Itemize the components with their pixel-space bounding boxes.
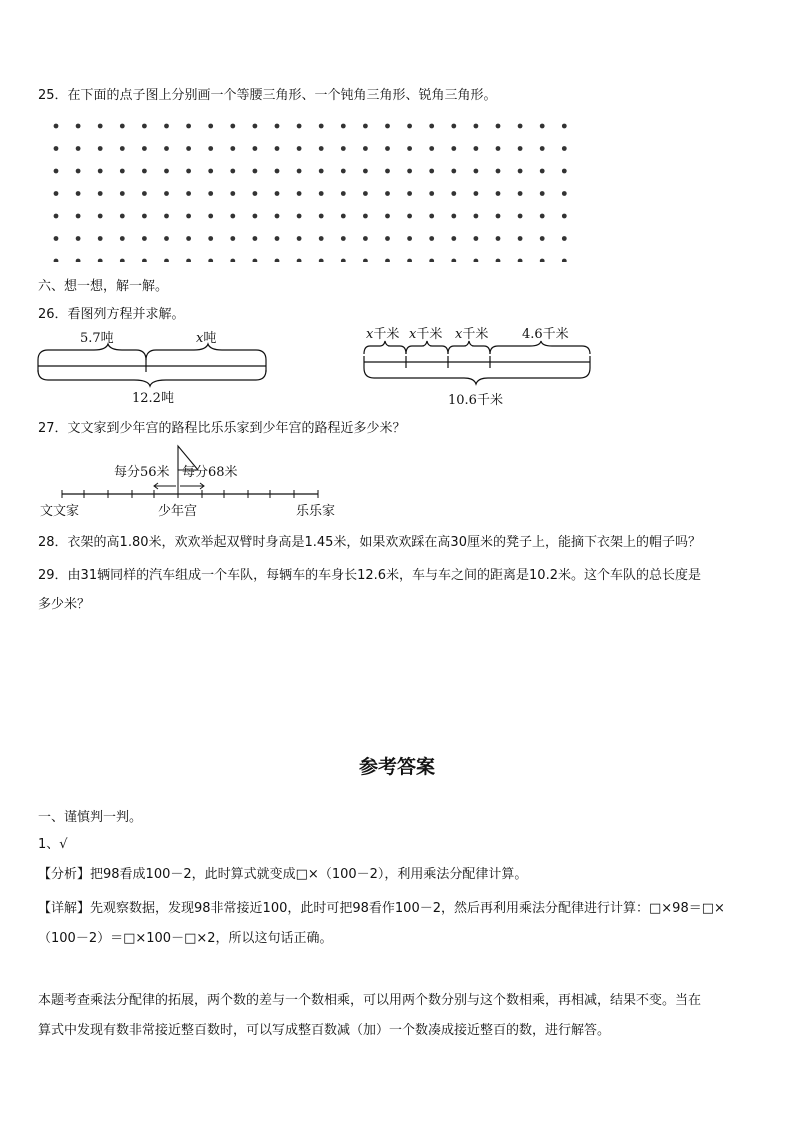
grid-dot[interactable] bbox=[164, 191, 169, 196]
grid-dot[interactable] bbox=[407, 124, 412, 129]
grid-dot[interactable] bbox=[76, 124, 81, 129]
grid-dot[interactable] bbox=[120, 236, 125, 241]
grid-dot[interactable] bbox=[540, 191, 545, 196]
grid-dot[interactable] bbox=[98, 146, 103, 151]
grid-dot[interactable] bbox=[76, 191, 81, 196]
grid-dot[interactable] bbox=[253, 214, 258, 219]
grid-dot[interactable] bbox=[98, 169, 103, 174]
q26-left-brace-a bbox=[38, 344, 146, 360]
grid-dot[interactable] bbox=[341, 191, 346, 196]
grid-dot[interactable] bbox=[230, 236, 235, 241]
grid-dot[interactable] bbox=[341, 169, 346, 174]
grid-dot[interactable] bbox=[319, 146, 324, 151]
detail-tag: 【详解】 bbox=[38, 901, 91, 916]
grid-dot[interactable] bbox=[98, 214, 103, 219]
grid-dot[interactable] bbox=[429, 191, 434, 196]
q29-line2: 多少米？ bbox=[38, 597, 91, 612]
analysis-line bbox=[38, 863, 527, 882]
grid-dot[interactable] bbox=[429, 169, 434, 174]
grid-dot[interactable] bbox=[319, 236, 324, 241]
grid-dot[interactable] bbox=[496, 259, 501, 262]
q26-right-brace bbox=[448, 341, 490, 354]
grid-dot[interactable] bbox=[451, 124, 456, 129]
q26-right-brace bbox=[406, 341, 448, 354]
q26-left-label-b bbox=[196, 331, 216, 346]
grid-dot[interactable] bbox=[319, 191, 324, 196]
grid-dot[interactable] bbox=[451, 191, 456, 196]
grid-dot[interactable] bbox=[275, 191, 280, 196]
grid-dot[interactable] bbox=[208, 259, 213, 262]
grid-dot[interactable] bbox=[518, 191, 523, 196]
grid-dot[interactable] bbox=[407, 236, 412, 241]
answer-item1: 1、√ bbox=[38, 837, 68, 852]
grid-dot[interactable] bbox=[54, 191, 59, 196]
grid-dot[interactable] bbox=[120, 169, 125, 174]
grid-dot[interactable] bbox=[518, 146, 523, 151]
grid-dot[interactable] bbox=[297, 259, 302, 262]
grid-dot[interactable] bbox=[385, 146, 390, 151]
grid-dot[interactable] bbox=[407, 169, 412, 174]
grid-dot[interactable] bbox=[496, 191, 501, 196]
grid-dot[interactable] bbox=[76, 214, 81, 219]
grid-dot[interactable] bbox=[208, 124, 213, 129]
grid-dot[interactable] bbox=[341, 124, 346, 129]
grid-dot[interactable] bbox=[474, 124, 479, 129]
grid-dot[interactable] bbox=[562, 124, 567, 129]
grid-dot[interactable] bbox=[319, 214, 324, 219]
grid-dot[interactable] bbox=[230, 191, 235, 196]
q29-line1: 29．由31辆同样的汽车组成一个车队，每辆车的车身长12.6米，车与车之间的距离是10.2米。这个车队的总长度是 bbox=[38, 568, 701, 583]
q27-right-speed: 每分68米 bbox=[182, 465, 238, 480]
q25-text: 25．在下面的点子图上分别画一个等腰三角形、一个钝角三角形、锐角三角形。 bbox=[38, 88, 497, 103]
grid-dot[interactable] bbox=[540, 259, 545, 262]
q27-text: 27．文文家到少年宫的路程比乐乐家到少年宫的路程近多少米？ bbox=[38, 421, 406, 436]
grid-dot[interactable] bbox=[319, 259, 324, 262]
grid-dot[interactable] bbox=[54, 146, 59, 151]
grid-dot[interactable] bbox=[54, 169, 59, 174]
grid-dot[interactable] bbox=[297, 146, 302, 151]
grid-dot[interactable] bbox=[451, 236, 456, 241]
grid-dot[interactable] bbox=[54, 236, 59, 241]
grid-dot[interactable] bbox=[230, 124, 235, 129]
detail-text-1: 先观察数据，发现98非常接近100，此时可把98看作100－2，然后再利用乘法分配律进行计算：□×98＝□× bbox=[90, 901, 725, 916]
grid-dot[interactable] bbox=[208, 169, 213, 174]
grid-dot[interactable] bbox=[142, 124, 147, 129]
answers-section1: 一、谨慎判一判。 bbox=[38, 810, 143, 825]
grid-dot[interactable] bbox=[297, 169, 302, 174]
detail-line2: （100－2）＝□×100－□×2，所以这句话正确。 bbox=[38, 931, 333, 946]
grid-dot[interactable] bbox=[120, 191, 125, 196]
grid-dot[interactable] bbox=[363, 214, 368, 219]
grid-dot[interactable] bbox=[385, 191, 390, 196]
grid-dot[interactable] bbox=[496, 214, 501, 219]
grid-dot[interactable] bbox=[518, 124, 523, 129]
grid-dot[interactable] bbox=[540, 146, 545, 151]
grid-dot[interactable] bbox=[474, 214, 479, 219]
grid-dot[interactable] bbox=[186, 259, 191, 262]
grid-dot[interactable] bbox=[385, 214, 390, 219]
grid-dot[interactable] bbox=[429, 214, 434, 219]
grid-dot[interactable] bbox=[474, 236, 479, 241]
grid-dot[interactable] bbox=[297, 214, 302, 219]
grid-dot[interactable] bbox=[164, 146, 169, 151]
grid-dot[interactable] bbox=[208, 214, 213, 219]
grid-dot[interactable] bbox=[385, 169, 390, 174]
grid-dot[interactable] bbox=[230, 214, 235, 219]
grid-dot[interactable] bbox=[98, 236, 103, 241]
grid-dot[interactable] bbox=[208, 236, 213, 241]
grid-dot[interactable] bbox=[120, 124, 125, 129]
grid-dot[interactable] bbox=[363, 259, 368, 262]
q26-text: 26．看图列方程并求解。 bbox=[38, 307, 185, 322]
grid-dot[interactable] bbox=[540, 236, 545, 241]
grid-dot[interactable] bbox=[208, 191, 213, 196]
grid-dot[interactable] bbox=[341, 236, 346, 241]
grid-dot[interactable] bbox=[275, 124, 280, 129]
grid-dot[interactable] bbox=[142, 191, 147, 196]
grid-dot[interactable] bbox=[363, 146, 368, 151]
q26-right-brace bbox=[490, 341, 590, 354]
grid-dot[interactable] bbox=[496, 146, 501, 151]
grid-dot[interactable] bbox=[429, 124, 434, 129]
grid-dot[interactable] bbox=[562, 191, 567, 196]
answers-title: 参考答案 bbox=[358, 756, 435, 778]
grid-dot[interactable] bbox=[76, 146, 81, 151]
grid-dot[interactable] bbox=[54, 259, 59, 262]
grid-dot[interactable] bbox=[518, 169, 523, 174]
grid-dot[interactable] bbox=[142, 236, 147, 241]
q27-left-speed: 每分56米 bbox=[114, 465, 170, 480]
grid-dot[interactable] bbox=[142, 146, 147, 151]
grid-dot[interactable] bbox=[76, 259, 81, 262]
grid-dot[interactable] bbox=[208, 146, 213, 151]
grid-dot[interactable] bbox=[319, 124, 324, 129]
grid-dot[interactable] bbox=[407, 214, 412, 219]
grid-dot[interactable] bbox=[142, 214, 147, 219]
grid-dot[interactable] bbox=[230, 169, 235, 174]
analysis-tag: 【分析】 bbox=[38, 867, 91, 882]
grid-dot[interactable] bbox=[164, 169, 169, 174]
q26-left-brace-b bbox=[146, 344, 266, 360]
grid-dot[interactable] bbox=[562, 169, 567, 174]
grid-dot[interactable] bbox=[451, 214, 456, 219]
q26-left-brace-total bbox=[38, 370, 266, 386]
section6-heading: 六、想一想，解一解。 bbox=[38, 279, 169, 294]
q26-right-seg-label: x千米 bbox=[366, 327, 400, 342]
grid-dot[interactable] bbox=[341, 259, 346, 262]
grid-dot[interactable] bbox=[385, 259, 390, 262]
q26-right-brace-total bbox=[364, 368, 590, 384]
grid-dot[interactable] bbox=[164, 124, 169, 129]
q27-label-mid: 少年宫 bbox=[158, 504, 198, 519]
grid-dot[interactable] bbox=[474, 169, 479, 174]
analysis-text: 把98看成100－2，此时算式就变成□×（100－2），利用乘法分配律计算。 bbox=[90, 867, 528, 882]
q27-diagram bbox=[38, 440, 358, 522]
grid-dot[interactable] bbox=[142, 169, 147, 174]
grid-dot[interactable] bbox=[253, 169, 258, 174]
q28-text: 28．衣架的高1.80米，欢欢举起双臂时身高是1.45米，如果欢欢踩在高30厘米的凳子上，能摘下衣架上的帽子吗？ bbox=[38, 535, 701, 550]
q26-left-bottom: 12.2吨 bbox=[132, 391, 174, 406]
grid-dot[interactable] bbox=[186, 169, 191, 174]
grid-dot[interactable] bbox=[407, 191, 412, 196]
grid-dot[interactable] bbox=[562, 259, 567, 262]
q26-left-label-a: 5.7吨 bbox=[80, 331, 114, 346]
grid-dot[interactable] bbox=[429, 146, 434, 151]
summary-line2: 算式中发现有数非常接近整百数时，可以写成整百数减（加）一个数凑成接近整百的数，进行解答。 bbox=[38, 1023, 611, 1038]
grid-dot[interactable] bbox=[98, 191, 103, 196]
grid-dot[interactable] bbox=[164, 259, 169, 262]
grid-dot[interactable] bbox=[98, 259, 103, 262]
grid-dot[interactable] bbox=[297, 124, 302, 129]
q26-right-seg-label: x千米 bbox=[409, 327, 443, 342]
detail-line1 bbox=[38, 897, 725, 916]
grid-dot[interactable] bbox=[363, 191, 368, 196]
grid-dot[interactable] bbox=[385, 236, 390, 241]
q26-right-brace bbox=[364, 341, 406, 354]
grid-dot[interactable] bbox=[186, 124, 191, 129]
grid-dot[interactable] bbox=[120, 146, 125, 151]
grid-dot[interactable] bbox=[275, 236, 280, 241]
grid-dot[interactable] bbox=[186, 214, 191, 219]
grid-dot[interactable] bbox=[496, 169, 501, 174]
grid-dot[interactable] bbox=[253, 259, 258, 262]
q27-label-right: 乐乐家 bbox=[296, 504, 336, 519]
grid-dot[interactable] bbox=[474, 146, 479, 151]
grid-dot[interactable] bbox=[518, 236, 523, 241]
grid-dot[interactable] bbox=[297, 236, 302, 241]
dot-grid[interactable] bbox=[40, 112, 585, 262]
grid-dot[interactable] bbox=[76, 169, 81, 174]
grid-dot[interactable] bbox=[186, 146, 191, 151]
grid-dot[interactable] bbox=[385, 124, 390, 129]
grid-dot[interactable] bbox=[54, 124, 59, 129]
grid-dot[interactable] bbox=[540, 214, 545, 219]
grid-dot[interactable] bbox=[518, 259, 523, 262]
grid-dot[interactable] bbox=[275, 146, 280, 151]
grid-dot[interactable] bbox=[562, 146, 567, 151]
grid-dot[interactable] bbox=[253, 124, 258, 129]
q26-right-last-label: 4.6千米 bbox=[522, 327, 569, 342]
grid-dot[interactable] bbox=[562, 214, 567, 219]
q27-label-left: 文文家 bbox=[40, 504, 80, 519]
q26-left-var: x bbox=[196, 331, 204, 346]
q26-right-bottom: 10.6千米 bbox=[448, 393, 503, 408]
grid-dot[interactable] bbox=[429, 259, 434, 262]
grid-dot[interactable] bbox=[474, 259, 479, 262]
grid-dot[interactable] bbox=[518, 214, 523, 219]
grid-dot[interactable] bbox=[341, 214, 346, 219]
grid-dot[interactable] bbox=[319, 169, 324, 174]
grid-dot[interactable] bbox=[120, 214, 125, 219]
grid-dot[interactable] bbox=[54, 214, 59, 219]
grid-dot[interactable] bbox=[186, 191, 191, 196]
grid-dot[interactable] bbox=[98, 124, 103, 129]
q26-right-seg-label: x千米 bbox=[455, 327, 489, 342]
grid-dot[interactable] bbox=[164, 214, 169, 219]
grid-dot[interactable] bbox=[407, 146, 412, 151]
q26-left-unit: 吨 bbox=[203, 331, 217, 346]
grid-dot[interactable] bbox=[451, 259, 456, 262]
q26-right-diagram bbox=[360, 324, 600, 410]
grid-dot[interactable] bbox=[275, 169, 280, 174]
grid-dot[interactable] bbox=[496, 124, 501, 129]
grid-dot[interactable] bbox=[120, 259, 125, 262]
grid-dot[interactable] bbox=[275, 214, 280, 219]
grid-dot[interactable] bbox=[496, 236, 501, 241]
grid-dot[interactable] bbox=[230, 259, 235, 262]
grid-dot[interactable] bbox=[363, 124, 368, 129]
grid-dot[interactable] bbox=[230, 146, 235, 151]
grid-dot[interactable] bbox=[142, 259, 147, 262]
grid-dot[interactable] bbox=[429, 236, 434, 241]
grid-dot[interactable] bbox=[186, 236, 191, 241]
grid-dot[interactable] bbox=[451, 146, 456, 151]
grid-dot[interactable] bbox=[253, 236, 258, 241]
grid-dot[interactable] bbox=[562, 236, 567, 241]
grid-dot[interactable] bbox=[253, 191, 258, 196]
summary-line1: 本题考查乘法分配律的拓展，两个数的差与一个数相乘，可以用两个数分别与这个数相乘，再相减，结果不变。当在 bbox=[38, 993, 702, 1008]
grid-dot[interactable] bbox=[474, 191, 479, 196]
grid-dot[interactable] bbox=[540, 124, 545, 129]
grid-dot[interactable] bbox=[164, 236, 169, 241]
grid-dot[interactable] bbox=[451, 169, 456, 174]
grid-dot[interactable] bbox=[540, 169, 545, 174]
grid-dot[interactable] bbox=[76, 236, 81, 241]
grid-dot[interactable] bbox=[297, 191, 302, 196]
q26-left-diagram bbox=[34, 326, 274, 408]
grid-dot[interactable] bbox=[407, 259, 412, 262]
grid-dot[interactable] bbox=[253, 146, 258, 151]
grid-dot[interactable] bbox=[363, 236, 368, 241]
grid-dot[interactable] bbox=[275, 259, 280, 262]
grid-dot[interactable] bbox=[363, 169, 368, 174]
grid-dot[interactable] bbox=[341, 146, 346, 151]
